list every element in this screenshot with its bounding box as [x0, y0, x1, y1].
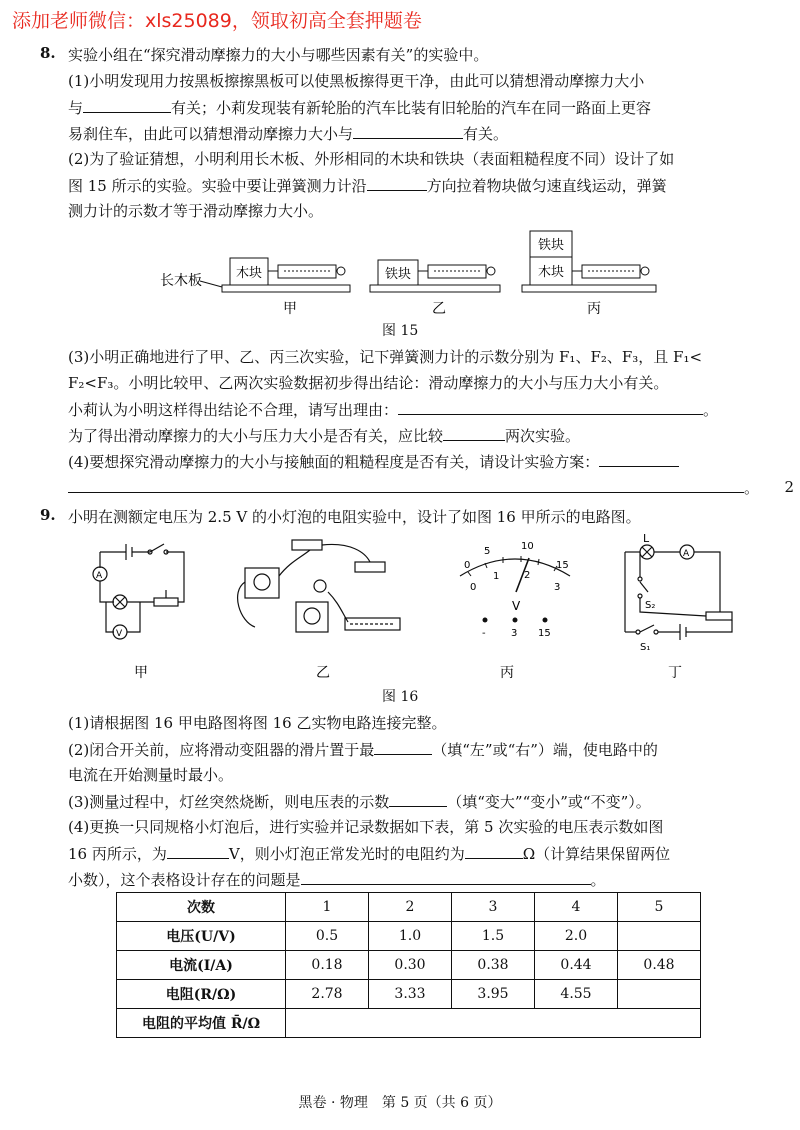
table-row-label: 电阻的平均值 R̄/Ω	[117, 1009, 286, 1038]
q8-p1-line1: (1)小明发现用力按黑板擦擦黑板可以使黑板擦得更干净，由此可以猜想滑动摩擦力大小	[68, 72, 645, 90]
q9-p2-line1	[68, 738, 770, 761]
physical-circuit-b	[238, 540, 400, 632]
table-cell	[618, 922, 701, 951]
q8-p3-line4b: 两次实验。	[505, 427, 581, 445]
setup-a	[222, 258, 350, 292]
answer-blank-resistance[interactable]	[465, 842, 523, 859]
dial-scale-top-10: 10	[521, 541, 534, 552]
setup-b	[370, 260, 500, 292]
ammeter-symbol-d: A	[683, 549, 690, 559]
table-cell: 0.5	[286, 922, 369, 951]
q9-p3a: (3)测量过程中，灯丝突然烧断，则电压表的示数	[68, 793, 390, 811]
fig16-label-d: 丁	[668, 665, 682, 681]
watermark-banner: 添加老师微信：xls25089，领取初高全套押题卷	[12, 10, 422, 32]
q8-p2-line2b: 方向拉着物块做匀速直线运动，弹簧	[426, 177, 667, 195]
spring-scale	[428, 265, 486, 278]
q8-p4-line1	[68, 450, 770, 473]
table-cell: 0.44	[535, 951, 618, 980]
dial-scale-bottom-2: 2	[524, 570, 531, 581]
answer-blank-table-problem[interactable]	[301, 868, 591, 885]
table-header-cell: 1	[286, 893, 369, 922]
table-header-cell: 次数	[117, 893, 286, 922]
q8-p2-line1: (2)为了验证猜想，小明利用长木板、外形相同的木块和铁块（表面粗糙程度不同）设计了如	[68, 150, 675, 168]
q9-p2-line2: 电流在开始测量时最小。	[68, 766, 234, 784]
fig16-label-c: 丙	[500, 665, 514, 681]
q8-p4-line2	[68, 476, 770, 499]
q9-p4-line2a: 16 丙所示，为	[68, 845, 167, 863]
table-row	[117, 922, 701, 951]
q8-p3-line1: (3)小明正确地进行了甲、乙、丙三次实验，记下弹簧测力计的示数分别为 F₁、F₂、F₃，且 F₁<	[68, 348, 703, 366]
fig16-label-a: 甲	[134, 665, 148, 681]
question-8-number: 8.	[40, 44, 56, 62]
answer-blank-voltmeter-change[interactable]	[389, 790, 447, 807]
terminal-3: 3	[511, 628, 518, 639]
dial-scale-zero-top: 0	[464, 560, 471, 571]
table-header-cell: 4	[535, 893, 618, 922]
table-cell: 0.18	[286, 951, 369, 980]
table-cell: 2.0	[535, 922, 618, 951]
q8-title: 实验小组在“探究滑动摩擦力的大小与哪些因素有关”的实验中。	[68, 46, 489, 64]
figure-16	[80, 532, 750, 682]
answer-blank-pressure[interactable]	[83, 96, 171, 113]
q8-p1-line2b: 有关；小莉发现装有新轮胎的汽车比装有旧轮胎的汽车在同一路面上更容	[171, 99, 652, 117]
q9-p4-line2b: V，则小灯泡正常发光时的电阻约为	[228, 845, 465, 863]
terminal-15: 15	[538, 628, 551, 639]
table-avg-cell[interactable]	[286, 1009, 701, 1038]
circuit-diagram-d	[625, 545, 732, 640]
dial-scale-top-5: 5	[484, 546, 491, 557]
iron-block-top-label: 铁块	[538, 238, 565, 253]
q9-p4-line3a: 小数），这个表格设计存在的问题是	[68, 871, 301, 889]
fig16-caption: 图 16	[382, 689, 419, 705]
q8-p1-line2a: 与	[68, 99, 84, 117]
voltmeter-symbol: V	[116, 629, 123, 639]
q9-p2-line1a: (2)闭合开关前，应将滑动变阻器的滑片置于最	[68, 741, 375, 759]
question-9-number: 9.	[40, 506, 56, 524]
switch-s1-label: S₁	[640, 642, 651, 653]
table-cell: 1.5	[452, 922, 535, 951]
table-row-label: 电流(I/A)	[117, 951, 286, 980]
dial-scale-top-15: 15	[556, 560, 569, 571]
q8-p2-line2a: 图 15 所示的实验。实验中要让弹簧测力计沿	[68, 177, 367, 195]
q8-p1-line3	[68, 122, 770, 145]
answer-blank-voltage[interactable]	[167, 842, 229, 859]
q8-p3-line2: F₂<F₃。小明比较甲、乙两次实验数据初步得出结论：滑动摩擦力的大小与压力大小有关。	[68, 374, 669, 392]
table-cell: 3.33	[369, 980, 452, 1009]
table-row-label: 电压(U/V)	[117, 922, 286, 951]
table-cell: 1.0	[369, 922, 452, 951]
table-header-cell: 5	[618, 893, 701, 922]
q8-p1-line2	[68, 96, 770, 119]
table-row	[117, 1009, 701, 1038]
q8-p3-line4	[68, 424, 770, 447]
table-cell: 4.55	[535, 980, 618, 1009]
q8-p1-line3b: 有关。	[463, 125, 509, 143]
dial-scale-bottom-3: 3	[554, 582, 561, 593]
answer-blank-slider-end[interactable]	[374, 738, 432, 755]
table-header-cell: 3	[452, 893, 535, 922]
q8-p2-line3: 测力计的示数才等于滑动摩擦力大小。	[68, 202, 324, 220]
q9-title: 小明在测额定电压为 2.5 V 的小灯泡的电阻实验中，设计了如图 16 甲所示的电路图。	[68, 508, 641, 526]
side-mark: 2	[784, 478, 794, 496]
dial-scale-bottom-1: 1	[493, 571, 500, 582]
q9-p4-line3b: 。	[590, 871, 606, 889]
fig16-label-b: 乙	[316, 665, 330, 681]
iron-block-label: 铁块	[385, 267, 412, 282]
q9-p2-line1b: （填“左”或“右”）端，使电路中的	[432, 741, 658, 759]
q8-p3-line3	[68, 398, 770, 421]
fig15-label-b: 乙	[432, 301, 446, 317]
table-cell: 0.48	[618, 951, 701, 980]
table-cell: 2.78	[286, 980, 369, 1009]
q9-p4-line2	[68, 842, 770, 865]
page-footer: 黑卷 · 物理 第 5 页（共 6 页）	[298, 1095, 502, 1111]
circuit-diagram-a	[93, 544, 184, 639]
fig15-caption: 图 15	[382, 323, 419, 339]
q8-p3-line3-period: 。	[703, 401, 719, 419]
q8-p3-line4a: 为了得出滑动摩擦力的大小与压力大小是否有关，应比较	[68, 427, 444, 445]
q8-p3-line3-text: 小莉认为小明这样得出结论不合理，请写出理由：	[68, 401, 399, 419]
switch-s2-label: S₂	[645, 600, 656, 611]
ammeter-symbol: A	[96, 571, 103, 581]
wood-block-bottom-label: 木块	[538, 265, 565, 280]
table-header-row	[117, 893, 701, 922]
table-cell: 0.30	[369, 951, 452, 980]
q8-p1-line3a: 易刹住车，由此可以猜想滑动摩擦力大小与	[68, 125, 354, 143]
table-cell: 0.38	[452, 951, 535, 980]
answer-blank-reason[interactable]	[398, 398, 703, 415]
setup-c	[522, 231, 656, 292]
q8-p4-period: 。	[744, 479, 760, 497]
table-row	[117, 951, 701, 980]
q9-p4-line2c: Ω（计算结果保留两位	[522, 845, 671, 863]
lamp-label: L	[643, 532, 650, 545]
board-label: 长木板	[160, 273, 202, 289]
answer-blank-direction[interactable]	[367, 174, 427, 191]
answer-blank-compare[interactable]	[443, 424, 505, 441]
answer-blank-plan-start[interactable]	[599, 450, 679, 467]
q9-p3b: （填“变大”“变小”或“不变”）。	[447, 793, 651, 811]
spring-scale	[582, 265, 640, 278]
answer-blank-roughness[interactable]	[353, 122, 463, 139]
answer-blank-plan[interactable]	[68, 476, 744, 493]
q9-p4-line3	[68, 868, 770, 891]
terminal-negative: -	[482, 628, 486, 639]
q9-p3	[68, 790, 770, 813]
dial-scale-bottom-0: 0	[470, 582, 477, 593]
q8-p2-line2	[68, 174, 770, 197]
q9-p4-line1: (4)更换一只同规格小灯泡后，进行实验并记录数据如下表，第 5 次实验的电压表示数如图	[68, 818, 664, 836]
q9-p1: (1)请根据图 16 甲电路图将图 16 乙实物电路连接完整。	[68, 714, 447, 732]
table-cell: 3.95	[452, 980, 535, 1009]
table-row-label: 电阻(R/Ω)	[117, 980, 286, 1009]
spring-scale	[278, 265, 336, 278]
q8-p4-line1-text: (4)要想探究滑动摩擦力的大小与接触面的粗糙程度是否有关，请设计实验方案：	[68, 453, 600, 471]
table-cell	[618, 980, 701, 1009]
data-table	[116, 892, 701, 1038]
wood-block-label: 木块	[236, 266, 263, 281]
fig15-label-c: 丙	[587, 301, 601, 317]
table-row	[117, 980, 701, 1009]
fig15-label-a: 甲	[283, 301, 297, 317]
dial-meter-letter: V	[512, 599, 521, 613]
table-header-cell: 2	[369, 893, 452, 922]
